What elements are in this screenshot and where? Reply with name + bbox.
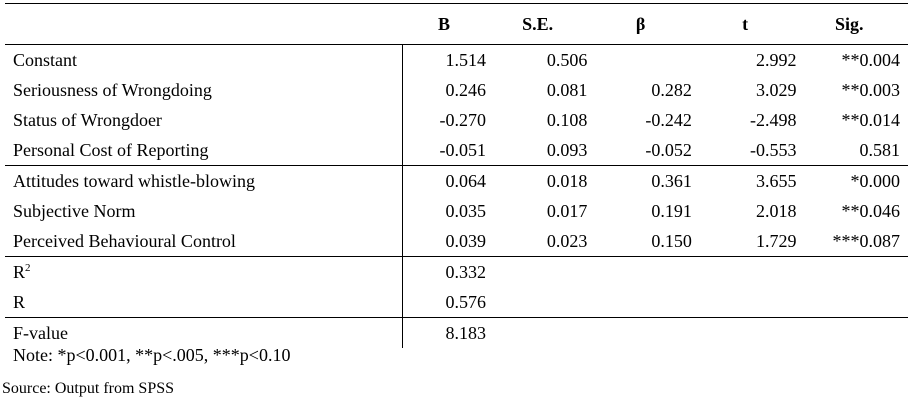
header-label [5,4,402,45]
cell-sig: *0.000 [798,166,908,197]
summary-label: F-value [5,318,402,349]
cell-sig: **0.014 [841,110,900,130]
row-label: Attitudes toward whistle-blowing [5,166,402,197]
row-label: Subjective Norm [13,201,136,221]
cell-beta: 0.282 [651,80,692,100]
table-note: Note: *p<0.001, **p<.005, ***p<0.10 [13,345,291,365]
row-label: Perceived Behavioural Control [13,231,236,251]
cell-b: -0.051 [402,135,488,166]
header-b: B [438,14,451,34]
cell-beta [589,45,694,76]
row-label: Status of Wrongdoer [13,110,162,130]
cell-b: -0.270 [402,105,488,135]
cell-t: 3.655 [694,166,799,197]
table-row [5,105,908,135]
header-beta: β [635,14,646,34]
cell-se: 0.081 [546,80,588,100]
table-row [5,135,908,166]
cell-se: 0.108 [546,110,588,130]
summary-value: 0.332 [402,257,488,288]
table-row [5,226,908,257]
cell-t: 2.018 [755,201,797,221]
cell-t: 1.729 [755,231,797,251]
cell-b: 0.039 [402,226,488,257]
header-t: t [742,14,749,34]
cell-se: 0.023 [546,231,588,251]
cell-sig: **0.046 [841,201,900,221]
cell-sig: 0.581 [859,140,900,160]
cell-beta: 0.191 [651,201,692,221]
cell-beta: -0.052 [645,140,692,160]
summary-label-text: R [13,262,26,282]
header-se: S.E. [522,14,554,34]
summary-value: 0.576 [402,287,488,318]
header-sig: Sig. [834,14,864,34]
cell-t: -2.498 [749,110,797,130]
row-label: Seriousness of Wrongdoing [13,80,212,100]
summary-row-r [5,287,908,318]
cell-t: 2.992 [755,50,797,70]
superscript: 2 [25,262,31,274]
cell-t: 3.029 [755,80,797,100]
summary-label: R [13,292,26,312]
cell-sig: **0.003 [841,80,900,100]
source-caption: Source: Output from SPSS [2,380,175,397]
table-header-row [5,4,908,45]
cell-t: -0.553 [749,140,797,160]
cell-sig: **0.004 [841,50,900,70]
table-row [5,45,908,76]
table-row [5,75,908,105]
cell-b: 0.246 [402,75,488,105]
cell-b: 1.514 [402,45,488,76]
summary-label [5,257,402,288]
table-row [5,166,908,197]
cell-se: 0.018 [488,166,589,197]
cell-se: 0.506 [546,50,588,70]
summary-row-f-value [5,318,908,349]
summary-row-r-squared [5,257,908,288]
cell-b: 0.064 [402,166,488,197]
cell-beta: 0.361 [589,166,694,197]
cell-sig: ***0.087 [832,231,900,251]
row-label: Personal Cost of Reporting [13,140,209,160]
regression-table [5,3,908,348]
summary-value: 8.183 [402,318,488,349]
cell-beta: -0.242 [645,110,692,130]
cell-beta: 0.150 [651,231,692,251]
cell-se: 0.093 [546,140,588,160]
table-row [5,196,908,226]
row-label: Constant [13,50,78,70]
cell-b: 0.035 [402,196,488,226]
cell-se: 0.017 [546,201,588,221]
